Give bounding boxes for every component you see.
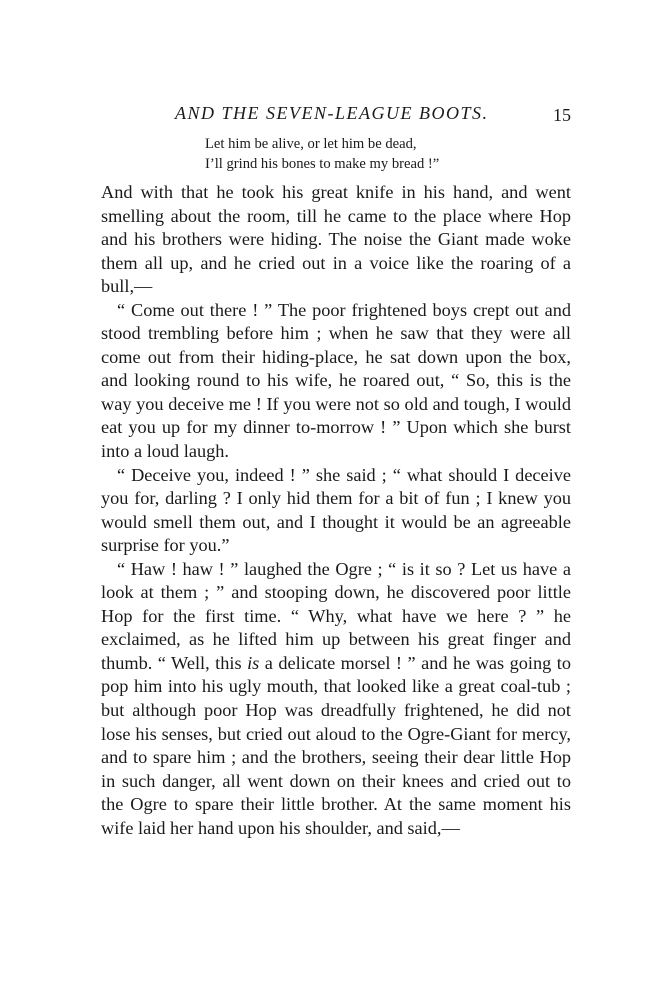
verse-line: Let him be alive, or let him be dead,: [205, 136, 417, 152]
body-text: [101, 181, 571, 840]
verse-line: I’ll grind his bones to make my bread !”: [205, 156, 440, 172]
verse-quote: [205, 134, 439, 174]
paragraph-text: “ Haw ! haw ! ” laughed the Ogre ; “ is it so ? Let us have a look at them ; ” and stooping down, he discovered poor little Hop for the first time. “ Why, what have we here ? ” he exclaimed, as he lifted him up between his great finger and thumb. “ Well, this: [101, 558, 571, 673]
paragraph: “ Deceive you, indeed ! ” she said ; “ what should I deceive you for, darling ? I only hid them for a bit of fun ; I knew you would smell them out, and I thought it would be an agreeable surprise for you.”: [101, 464, 571, 556]
paragraph: [101, 558, 571, 841]
paragraph: “ Come out there ! ” The poor frightened boys crept out and stood trembling before him ; when he saw that they were all come out from their hiding-place, he sat down upon the box, and looking round to his wife, he roared out, “ So, this is the way you deceive me ! If you were not so old and tough, I would eat you up for my dinner to-morrow ! ” Upon which she burst into a loud laugh.: [101, 299, 571, 462]
emphasis-text: is: [247, 652, 260, 673]
running-title: AND THE SEVEN-LEAGUE BOOTS.: [175, 103, 489, 123]
page-header: [101, 103, 571, 127]
paragraph-text: a delicate morsel ! ” and he was going to pop him into his ugly mouth, that looked like a great coal-tub ; but although poor Hop was dreadfully frightened, he did not lose his senses, but cried out aloud to the Ogre-Giant for mercy, and to spare him ; and the brothers, seeing their dear little Hop in such danger, all went down on their knees and cried out to the Ogre to spare their little brother. At the same moment his wife laid her hand upon his shoulder, and said,—: [101, 652, 571, 838]
paragraph: And with that he took his great knife in his hand, and went smelling about the room, till he came to the place where Hop and his brothers were hiding. The noise the Giant made woke them all up, and he cried out in a voice like the roaring of a bull,—: [101, 182, 571, 297]
page-number: 15: [553, 105, 571, 125]
